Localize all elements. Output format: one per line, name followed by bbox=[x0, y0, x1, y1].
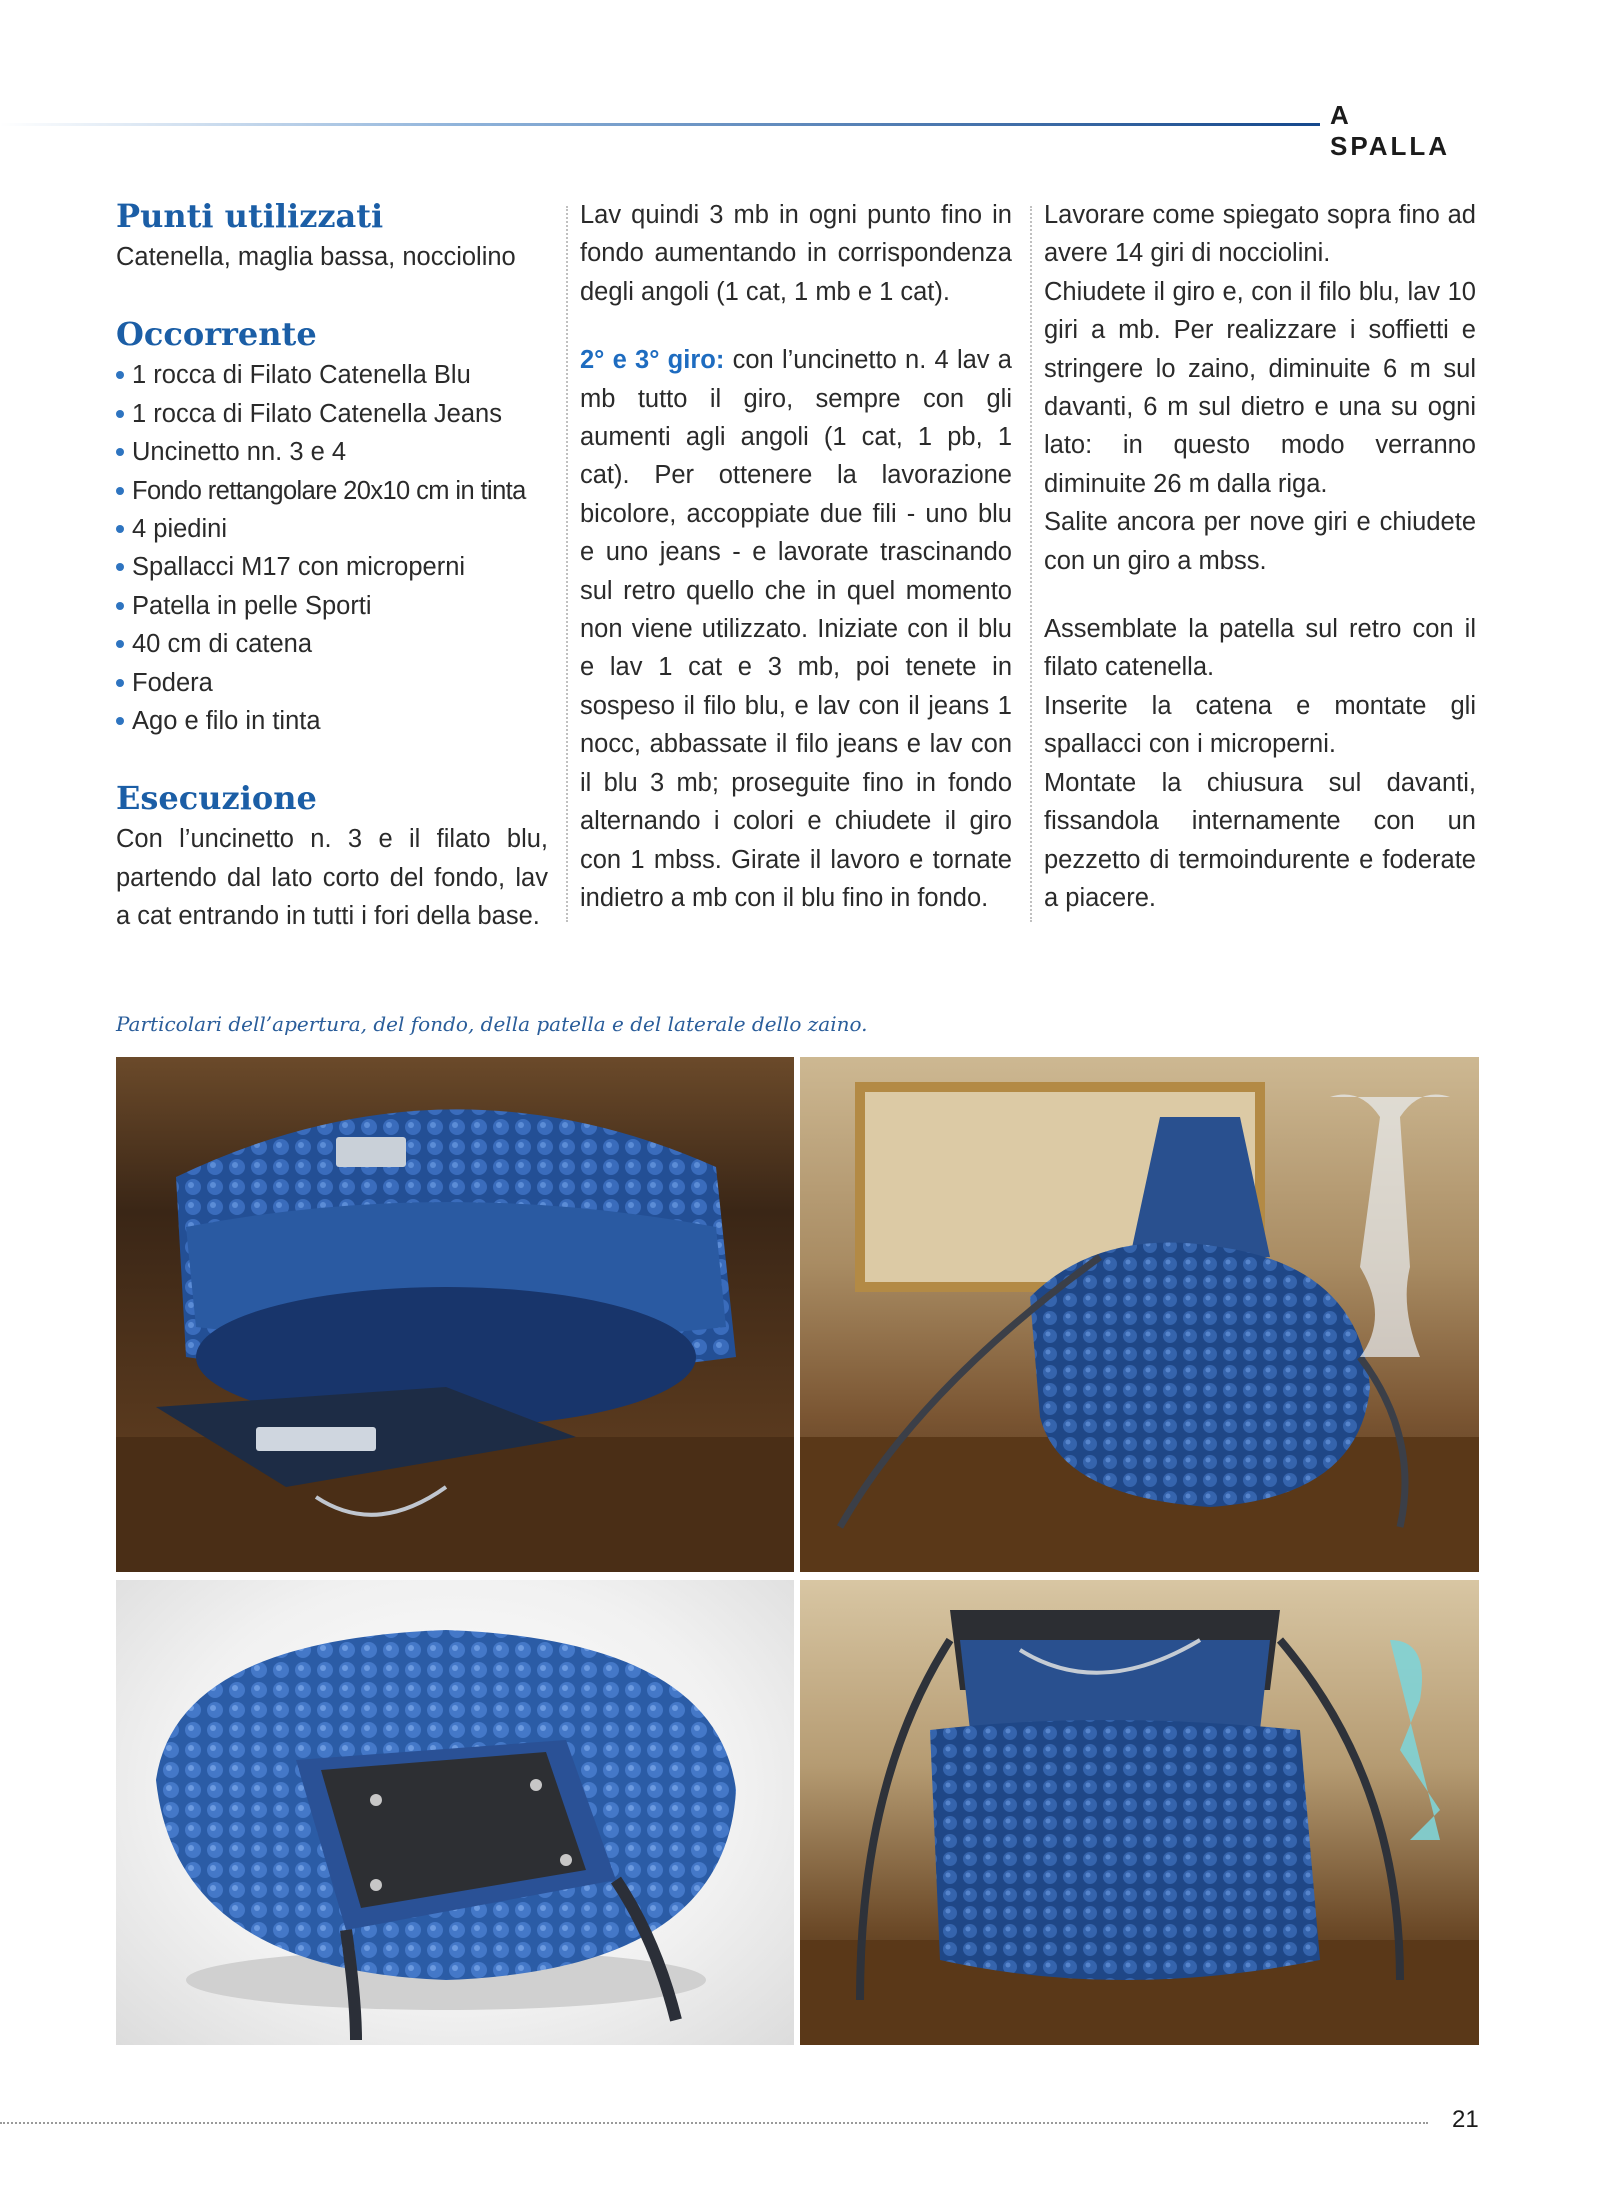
column2-paragraph bbox=[580, 341, 1012, 917]
list-item: 40 cm di catena bbox=[116, 625, 548, 663]
photo-bag-front bbox=[800, 1580, 1479, 2045]
list-item: Uncinetto nn. 3 e 4 bbox=[116, 433, 548, 471]
photo-bag-opening bbox=[116, 1057, 794, 1572]
column-1 bbox=[116, 196, 548, 936]
list-item: 4 piedini bbox=[116, 510, 548, 548]
occorrente-heading: Occorrente bbox=[116, 315, 317, 354]
punti-text: Catenella, maglia bassa, nocciolino bbox=[116, 243, 516, 271]
list-item: Fodera bbox=[116, 664, 548, 702]
section-label: A SPALLA bbox=[1330, 100, 1451, 161]
round-label: 2° e 3° giro: bbox=[580, 346, 725, 375]
column-separator bbox=[566, 206, 568, 922]
esecuzione-heading: Esecuzione bbox=[116, 779, 317, 818]
list-item: Ago e filo in tinta bbox=[116, 702, 548, 740]
column3-paragraph: Salite ancora per nove giri e chiudete con un giro a mbss. bbox=[1044, 508, 1476, 575]
column3-paragraph: Inserite la catena e montate gli spallacci con i microperni. bbox=[1044, 691, 1476, 759]
column3-paragraph: Assemblate la patella sul retro con il filato catenella. bbox=[1044, 615, 1476, 682]
column-3 bbox=[1044, 196, 1476, 926]
photo-bag-bottom bbox=[116, 1580, 794, 2045]
column-2 bbox=[580, 196, 1012, 926]
photo-bag-side bbox=[800, 1057, 1479, 1572]
punti-heading: Punti utilizzati bbox=[116, 197, 384, 235]
list-item: Fondo rettangolare 20x10 cm in tinta bbox=[116, 472, 548, 510]
page-number: 21 bbox=[1452, 2106, 1479, 2133]
esecuzione-text: Con l’uncinetto n. 3 e il filato blu, partendo dal lato corto del fondo, lav a cat entrando in tutti i fori della base. bbox=[116, 825, 548, 931]
round-text: con l’uncinetto n. 4 lav a mb tutto il giro, sempre con gli aumenti agli angoli (1 cat, 1 pb, 1 cat). Per ottenere la lavorazione bicolore, accoppiate due fili - uno blu e uno jeans - e lavorate trascinando sul retro quello che in quel momento non viene utilizzato. Iniziate con il blu e lav 1 cat e 3 mb, poi tenete in sospeso il filo blu, e lav con il jeans 1 nocc, abbassate il filo jeans e lav con il blu 3 mb; proseguite fino in fondo alternando i colori e chiudete il giro con 1 mbss. Girate il lavoro e tornate indietro a mb con il blu fino in fondo. bbox=[580, 346, 1012, 912]
header-rule bbox=[0, 123, 1320, 126]
list-item: Spallacci M17 con microperni bbox=[116, 548, 548, 586]
list-item: 1 rocca di Filato Catenella Jeans bbox=[116, 395, 548, 433]
column-separator bbox=[1030, 206, 1032, 922]
column2-paragraph: Lav quindi 3 mb in ogni punto fino in fondo aumentando in corrispondenza degli angoli (1 cat, 1 mb e 1 cat). bbox=[580, 201, 1012, 306]
column3-paragraph: Montate la chiusura sul davanti, fissandola internamente con un pezzetto di termoindurente e foderate a piacere. bbox=[1044, 768, 1476, 912]
column3-paragraph: Lavorare come spiegato sopra fino ad avere 14 giri di nocciolini. bbox=[1044, 201, 1476, 268]
list-item: Patella in pelle Sporti bbox=[116, 587, 548, 625]
footer-rule bbox=[0, 2122, 1428, 2124]
occorrente-list bbox=[116, 356, 548, 740]
list-item: 1 rocca di Filato Catenella Blu bbox=[116, 356, 548, 394]
photo-caption: Particolari dell’apertura, del fondo, della patella e del laterale dello zaino. bbox=[116, 1012, 868, 1036]
column3-paragraph: Chiudete il giro e, con il filo blu, lav 10 giri a mb. Per realizzare i soffietti e stringere lo zaino, diminuite 6 m sul davanti, 6 m sul dietro e una su ogni lato: in questo modo verranno diminuite 26 m dalla riga. bbox=[1044, 277, 1476, 498]
